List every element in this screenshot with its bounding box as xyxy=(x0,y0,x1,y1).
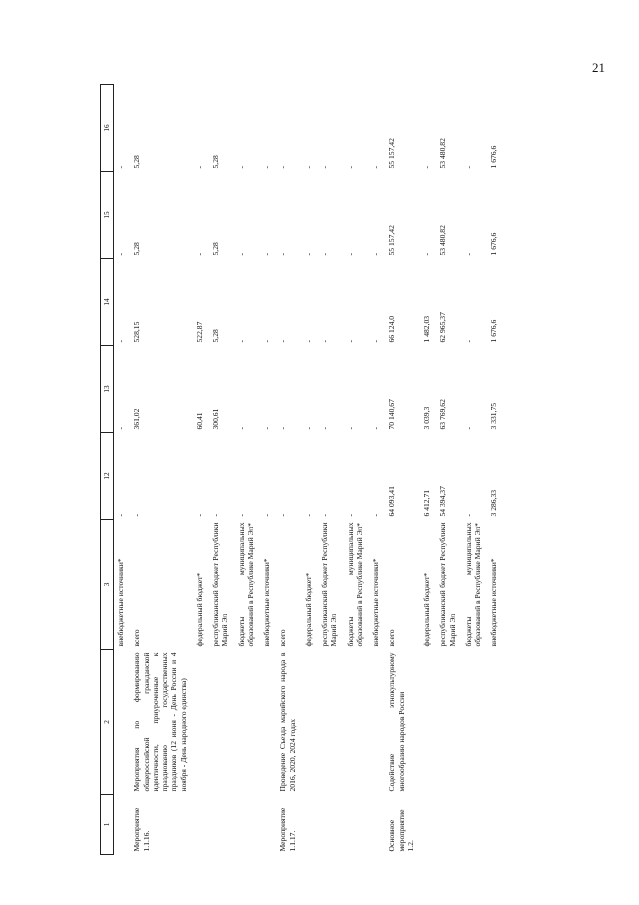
activity-name xyxy=(420,650,436,795)
table-row xyxy=(302,85,318,855)
page-number: 21 xyxy=(592,60,605,75)
value-col-12: 3 286,33 xyxy=(489,489,499,517)
value-col-15: - xyxy=(278,252,288,256)
activity-code xyxy=(302,795,318,855)
value-col-12: - xyxy=(132,513,142,517)
activity-code: Основное мероприятие 1.2. xyxy=(387,809,415,852)
value-col-15: - xyxy=(320,252,329,256)
activity-name xyxy=(344,650,370,795)
header-row xyxy=(101,85,114,855)
activity-code xyxy=(420,795,436,855)
funding-source: всего xyxy=(278,629,288,647)
value-col-12: 6 412,71 xyxy=(422,489,431,517)
table-row xyxy=(193,85,209,855)
funding-source: бюджеты муниципальных образований в Республике Марий Эл* xyxy=(236,522,255,647)
funding-source: внебюджетные источники* xyxy=(489,558,499,647)
value-col-15: 5,28 xyxy=(132,242,142,256)
value-col-15: - xyxy=(194,252,204,256)
value-col-16: 1 676,6 xyxy=(489,145,499,169)
activity-name: Проведение Съезда марийского народа в 2016, 2020, 2024 годах xyxy=(278,652,297,792)
table-row xyxy=(385,85,420,855)
funding-source: всего xyxy=(387,629,397,647)
activity-name xyxy=(235,650,261,795)
funding-source: федеральный бюджет* xyxy=(422,572,431,647)
activity-name: Содействие этнокультурному многообразию народов России xyxy=(387,652,406,792)
value-col-14: 528,15 xyxy=(132,321,142,343)
value-col-12: - xyxy=(371,513,380,517)
budget-table xyxy=(100,84,504,855)
funding-source: всего xyxy=(132,629,142,647)
value-col-14: 62 965,37 xyxy=(438,312,448,343)
value-col-16: - xyxy=(320,165,329,169)
activity-name xyxy=(114,650,131,795)
value-col-12: - xyxy=(303,513,313,517)
value-col-13: - xyxy=(278,426,288,430)
value-col-14: 1 482,03 xyxy=(422,315,431,343)
activity-name xyxy=(193,650,209,795)
value-col-12: 64 093,41 xyxy=(387,486,397,517)
funding-source: республиканский бюджет Республики Марий Эл xyxy=(438,522,457,647)
value-col-16: - xyxy=(194,165,204,169)
col-header: 14 xyxy=(101,259,114,346)
value-col-14: - xyxy=(262,339,271,343)
table-row xyxy=(114,85,131,855)
activity-name xyxy=(462,650,488,795)
col-header: 2 xyxy=(101,650,114,795)
value-col-16: - xyxy=(345,165,355,169)
funding-source: республиканский бюджет Республики Марий Эл xyxy=(211,522,230,647)
value-col-13: - xyxy=(320,426,329,430)
activity-code: Мероприятие 1.1.17. xyxy=(278,807,297,852)
activity-name xyxy=(487,650,503,795)
value-col-15: 5,28 xyxy=(211,242,220,256)
value-col-13: - xyxy=(303,426,313,430)
value-col-16: - xyxy=(463,165,473,169)
value-col-16: - xyxy=(262,165,271,169)
activity-name: Мероприятия по формированию общероссийской гражданской идентичности, приуроченные к празднованию государственных праздников (12 июня - День России и 4 ноября - День народного единства) xyxy=(132,652,188,792)
value-col-12: - xyxy=(116,513,125,517)
value-col-15: - xyxy=(463,252,473,256)
value-col-14: - xyxy=(278,339,288,343)
value-col-13: 300,61 xyxy=(211,408,220,430)
value-col-12: - xyxy=(211,513,220,517)
value-col-13: - xyxy=(371,426,380,430)
value-col-14: - xyxy=(463,339,473,343)
funding-source: бюджеты муниципальных образований в Республике Марий Эл* xyxy=(463,522,482,647)
value-col-15: 1 676,6 xyxy=(489,232,499,256)
value-col-13: - xyxy=(345,426,355,430)
table-row xyxy=(369,85,385,855)
table-row xyxy=(130,85,193,855)
table-row xyxy=(420,85,436,855)
value-col-15: 53 480,82 xyxy=(438,225,448,256)
value-col-12: - xyxy=(278,513,288,517)
activity-name xyxy=(260,650,276,795)
table-row xyxy=(318,85,344,855)
col-header: 13 xyxy=(101,346,114,433)
activity-code xyxy=(369,795,385,855)
value-col-13: 70 140,67 xyxy=(387,399,397,430)
value-col-15: - xyxy=(236,252,246,256)
funding-source: бюджеты муниципальных образований в Республике Марий Эл* xyxy=(345,522,364,647)
table-row xyxy=(462,85,488,855)
activity-name xyxy=(318,650,344,795)
value-col-15: - xyxy=(371,252,380,256)
value-col-13: 361,02 xyxy=(132,408,142,430)
activity-code xyxy=(487,795,503,855)
table-body xyxy=(114,85,504,855)
table-row xyxy=(276,85,302,855)
funding-source: внебюджетные источники* xyxy=(371,558,380,647)
activity-code xyxy=(344,795,370,855)
table-row xyxy=(260,85,276,855)
activity-code xyxy=(318,795,344,855)
funding-source: внебюджетные источники* xyxy=(262,558,271,647)
value-col-13: 3 331,75 xyxy=(489,402,499,430)
table-row xyxy=(436,85,462,855)
value-col-14: - xyxy=(303,339,313,343)
table-row xyxy=(487,85,503,855)
value-col-12: - xyxy=(236,513,246,517)
value-col-12: - xyxy=(194,513,204,517)
value-col-13: 63 769,62 xyxy=(438,399,448,430)
activity-code xyxy=(235,795,261,855)
col-header: 12 xyxy=(101,433,114,520)
table-row xyxy=(235,85,261,855)
value-col-12: - xyxy=(320,513,329,517)
funding-source: федеральный бюджет* xyxy=(194,572,204,647)
activity-code xyxy=(260,795,276,855)
value-col-14: - xyxy=(371,339,380,343)
value-col-15: - xyxy=(345,252,355,256)
value-col-16: - xyxy=(236,165,246,169)
activity-name xyxy=(302,650,318,795)
rotated-table-container xyxy=(100,85,540,855)
col-header: 15 xyxy=(101,172,114,259)
value-col-13: - xyxy=(116,426,125,430)
value-col-15: - xyxy=(116,252,125,256)
activity-code xyxy=(436,795,462,855)
value-col-15: - xyxy=(303,252,313,256)
activity-name xyxy=(369,650,385,795)
value-col-13: 3 039,3 xyxy=(422,406,431,430)
value-col-13: 60,41 xyxy=(194,412,204,430)
value-col-14: 5,28 xyxy=(211,329,220,343)
table-row xyxy=(344,85,370,855)
funding-source: внебюджетные источники* xyxy=(116,558,125,647)
value-col-14: 1 676,6 xyxy=(489,319,499,343)
activity-name xyxy=(436,650,462,795)
value-col-14: - xyxy=(320,339,329,343)
col-header: 3 xyxy=(101,520,114,650)
value-col-12: - xyxy=(262,513,271,517)
value-col-16: 5,28 xyxy=(211,155,220,169)
activity-code xyxy=(209,795,235,855)
value-col-14: 522,87 xyxy=(194,321,204,343)
activity-code: Мероприятие 1.1.16. xyxy=(132,807,151,852)
value-col-13: - xyxy=(236,426,246,430)
activity-name xyxy=(209,650,235,795)
value-col-13: - xyxy=(463,426,473,430)
value-col-14: 66 124,0 xyxy=(387,315,397,343)
value-col-12: - xyxy=(345,513,355,517)
funding-source: федеральный бюджет* xyxy=(303,572,313,647)
value-col-16: - xyxy=(303,165,313,169)
value-col-14: - xyxy=(236,339,246,343)
value-col-16: - xyxy=(116,165,125,169)
value-col-16: 53 480,82 xyxy=(438,138,448,169)
value-col-16: - xyxy=(278,165,288,169)
funding-source: республиканский бюджет Республики Марий Эл xyxy=(320,522,339,647)
table-row xyxy=(209,85,235,855)
col-header: 16 xyxy=(101,85,114,172)
value-col-16: - xyxy=(422,165,431,169)
col-header: 1 xyxy=(101,795,114,855)
value-col-15: - xyxy=(262,252,271,256)
value-col-16: 55 157,42 xyxy=(387,138,397,169)
value-col-15: - xyxy=(422,252,431,256)
value-col-16: 5,28 xyxy=(132,155,142,169)
activity-code xyxy=(114,795,131,855)
value-col-14: - xyxy=(345,339,355,343)
value-col-12: 54 394,37 xyxy=(438,486,448,517)
value-col-13: - xyxy=(262,426,271,430)
activity-code xyxy=(193,795,209,855)
value-col-12: - xyxy=(463,513,473,517)
activity-code xyxy=(462,795,488,855)
value-col-15: 55 157,42 xyxy=(387,225,397,256)
value-col-16: - xyxy=(371,165,380,169)
value-col-14: - xyxy=(116,339,125,343)
